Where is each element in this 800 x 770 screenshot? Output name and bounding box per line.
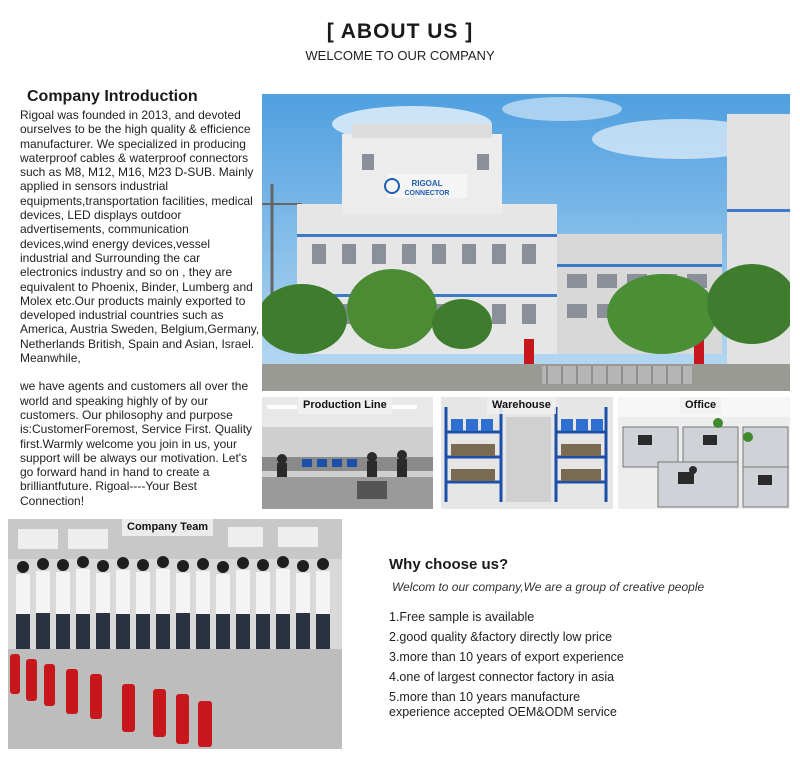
- why-item-2: 2.good quality &factory directly low price: [389, 630, 613, 644]
- office-label: Office: [680, 397, 721, 414]
- page-title: [ ABOUT US ]: [326, 20, 474, 43]
- why-item-4: 4.one of largest connector factory in asia: [389, 670, 615, 684]
- office-photo: [618, 397, 790, 509]
- why-item-5: [389, 690, 789, 719]
- why-subtitle: Welcom to our company,We are a group of creative people: [392, 580, 705, 594]
- page-subtitle: WELCOME TO OUR COMPANY: [305, 48, 495, 63]
- why-item-3: 3.more than 10 years of export experience: [389, 650, 624, 664]
- warehouse-photo: [441, 397, 613, 509]
- why-heading: Why choose us?: [389, 556, 509, 573]
- intro-body: [20, 108, 260, 508]
- warehouse-label: Warehouse: [487, 397, 556, 414]
- intro-paragraph-2: we have agents and customers all over the world and speaking highly of by our customers. Our philosophy and purpose is:CustomerForemost, Service First. Quality first.Warmly welcome you join in us, your support will be always our motivation. Let's go forward hand in hand to create a brilliantfuture. Rigoal----Your Best Connection!: [20, 379, 253, 508]
- building-illustration: [262, 94, 790, 391]
- why-item-1: 1.Free sample is available: [389, 610, 535, 624]
- why-list: [389, 610, 789, 725]
- building-sign-text-2: CONNECTOR: [404, 190, 450, 197]
- company-team-photo: [8, 519, 342, 749]
- intro-heading: Company Introduction: [27, 88, 198, 105]
- intro-paragraph-1: Rigoal was founded in 2013, and devoted ourselves to be the high quality & efficience manufacturer. We specialized in producing waterproof cables & waterproof connectors such as M8, M12, M16, M23 D-SUB. Mainly applied in sensors industrial equipments,transportation facilities, medical devices, LED displays outdoor advertisements, communication devices,wind energy devices,vessel industrial and Surrounding the car electronics industry and so on , they are equivalent to Phoenix, Binder, Lumberg and Molex etc.Our products mainly exported to developed industrial countries such as America, Austria Sweden, Belgium,Germany, Netherlands British, Spain and Asian, Israel. Meanwhile,: [20, 108, 260, 366]
- why-item-5-line-1: 5.more than 10 years manufacture: [389, 690, 581, 704]
- production-line-label: Production Line: [298, 397, 392, 414]
- building-sign-text-1: RIGOAL: [411, 179, 443, 188]
- building-photo: [262, 94, 790, 391]
- why-item-5-line-2: experience accepted OEM&ODM service: [389, 704, 617, 719]
- company-team-label: Company Team: [122, 519, 213, 536]
- company-team-illustration: [8, 519, 342, 749]
- production-line-photo: [262, 397, 433, 509]
